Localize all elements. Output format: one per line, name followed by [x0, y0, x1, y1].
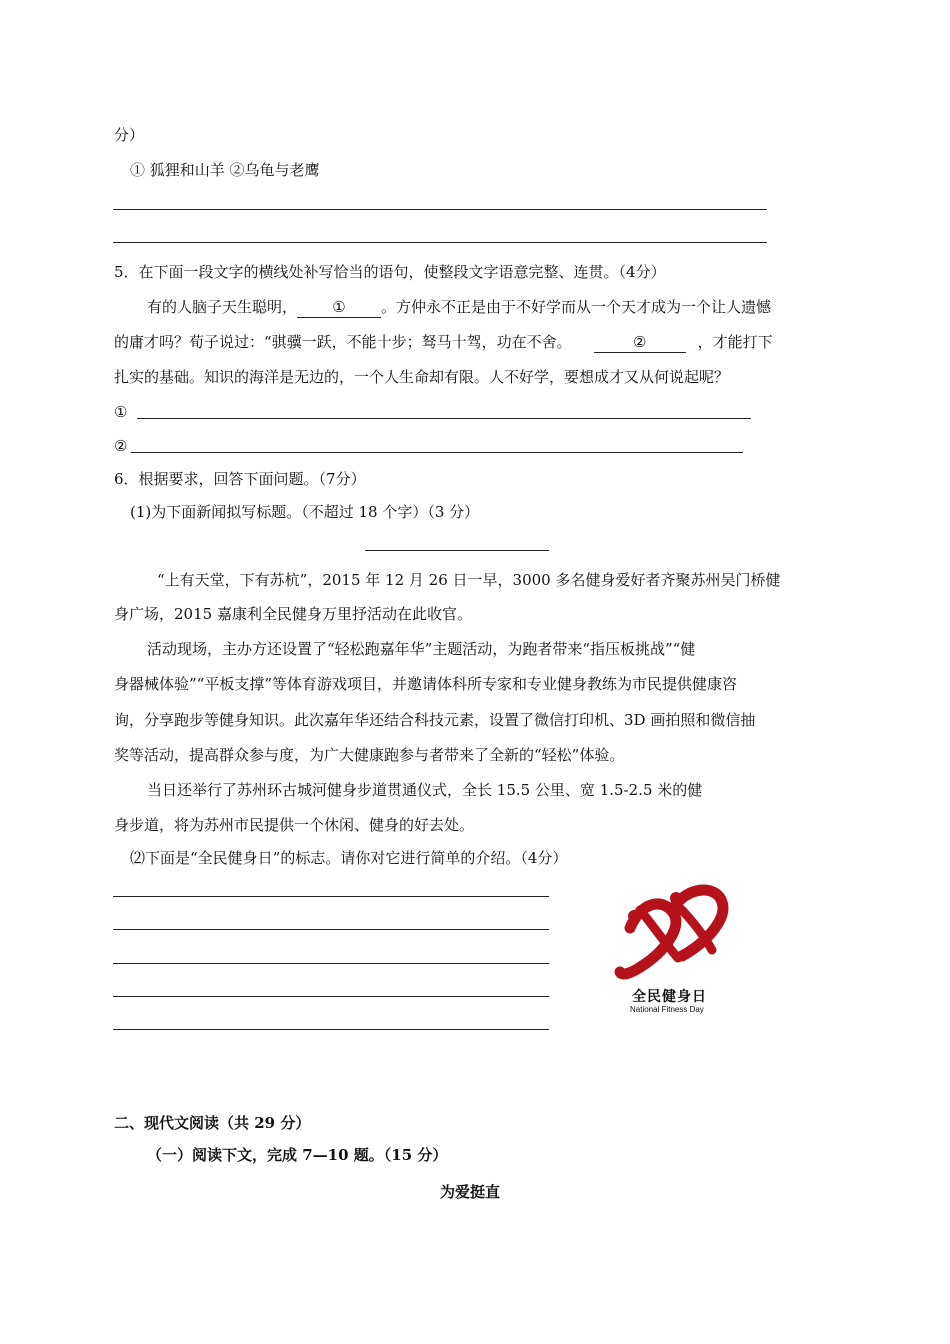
answer-line[interactable] — [113, 1029, 549, 1030]
logo-chinese-text: 全民健身日 — [632, 989, 707, 1005]
q5-passage-line-3: 扎实的基础。知识的海洋是无边的，一个人生命却有限。人不好学，要想成才又从何说起呢？ — [114, 368, 730, 386]
q5-passage-line-2 — [114, 332, 773, 353]
q5-text: 有的人脑子天生聪明， — [147, 298, 298, 316]
answer-line[interactable] — [113, 963, 549, 964]
answer-label-2: ② — [114, 437, 128, 455]
question-options: ① 狐狸和山羊 ②乌龟与老鹰 — [130, 161, 320, 179]
news-paragraph: 身器械体验”“平板支撑”等体育游戏项目，并邀请体科所专家和专业健身教练为市民提供健康咨 — [114, 675, 738, 693]
news-paragraph: 当日还举行了苏州环古城河健身步道贯通仪式，全长 15.5 公里、宽 1.5-2.5 米的健 — [147, 781, 703, 799]
news-paragraph: 询，分享跑步等健身知识。此次嘉年华还结合科技元素，设置了微信打印机、3D 画拍照和微信抽 — [114, 711, 756, 729]
answer-line[interactable] — [113, 929, 549, 930]
q6-prompt: 6．根据要求，回答下面问题。（7分） — [114, 470, 366, 488]
news-paragraph: 活动现场，主办方还设置了“轻松跑嘉年华”主题活动，为跑者带来“指压板挑战”“健 — [147, 640, 696, 658]
q5-passage-line-1 — [147, 297, 771, 318]
q6-sub2: ⑵下面是“全民健身日”的标志。请你对它进行简单的介绍。（4分） — [130, 849, 568, 867]
answer-line-2[interactable] — [131, 452, 743, 453]
q6-sub1: (1)为下面新闻拟写标题。（不超过 18 个字）（3 分） — [130, 503, 480, 521]
answer-line[interactable] — [113, 996, 549, 997]
news-paragraph: “上有天堂，下有苏杭”，2015 年 12 月 26 日一早，3000 多名健身爱好者齐聚苏州吴门桥健 — [157, 571, 781, 589]
continued-score-text: 分） — [114, 126, 145, 144]
news-paragraph: 身广场，2015 嘉康利全民健身万里抒活动在此收官。 — [114, 605, 472, 623]
article-title: 为爱挺直 — [440, 1183, 501, 1201]
answer-line[interactable] — [113, 209, 767, 210]
q5-text: ，才能打下 — [697, 333, 773, 351]
headline-answer-line[interactable] — [365, 550, 549, 551]
news-paragraph: 身步道，将为苏州市民提供一个休闲、健身的好去处。 — [114, 816, 475, 834]
answer-line-1[interactable] — [137, 418, 751, 419]
national-fitness-day-logo — [612, 880, 732, 1020]
fitness-figures-icon — [612, 880, 732, 990]
answer-line[interactable] — [113, 896, 549, 897]
answer-line[interactable] — [113, 242, 767, 243]
q5-text: 。方仲永不正是由于不好学而从一个天才成为一个让人遗憾 — [381, 298, 772, 316]
q5-text: 的庸才吗？荀子说过：“骐骥一跃，不能十步；驽马十驾，功在不舍。 — [114, 333, 572, 351]
blank-2[interactable]: ② — [594, 332, 686, 353]
answer-label-1: ① — [114, 403, 128, 421]
q5-prompt: 5．在下面一段文字的横线处补写恰当的语句，使整段文字语意完整、连贯。（4分） — [114, 263, 666, 281]
logo-english-text: National Fitness Day — [630, 1005, 704, 1014]
section-subheading: （一）阅读下文，完成 7—10 题。（15 分） — [147, 1146, 448, 1164]
blank-1[interactable]: ① — [297, 297, 381, 318]
section-heading: 二、现代文阅读（共 29 分） — [114, 1114, 311, 1132]
news-paragraph: 奖等活动，提高群众参与度，为广大健康跑参与者带来了全新的“轻松”体验。 — [114, 746, 625, 764]
